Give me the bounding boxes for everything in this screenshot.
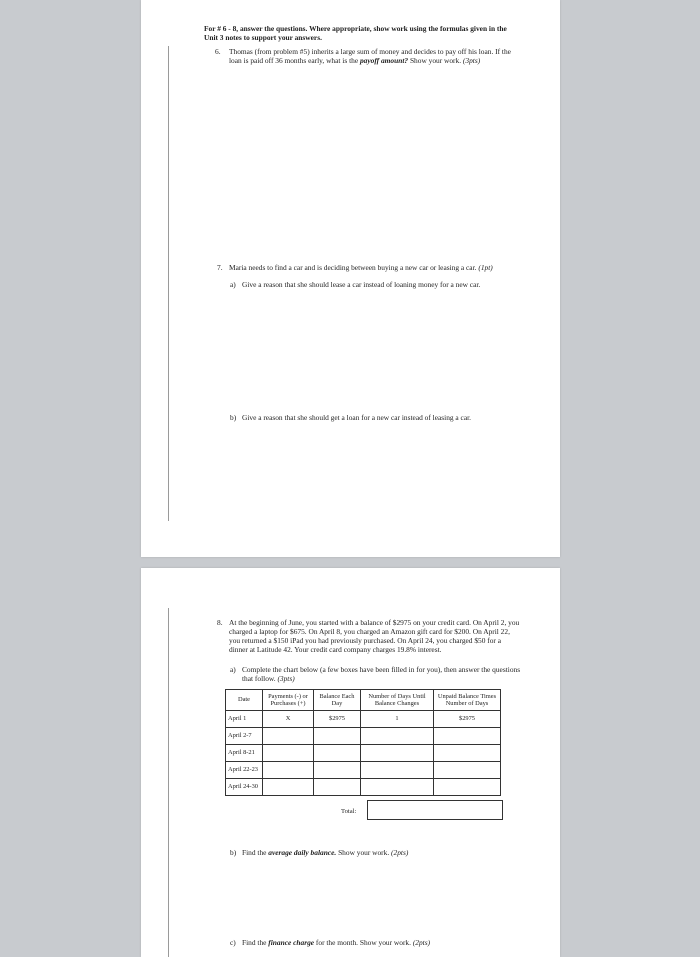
q6-number: 6.	[215, 47, 221, 56]
cell-unpaid	[434, 779, 501, 796]
q8c-term: finance charge	[268, 938, 315, 947]
q7-points: (1pt)	[478, 263, 493, 272]
q8b-points: (2pts)	[391, 848, 409, 857]
table-row	[226, 728, 501, 745]
table-row	[226, 762, 501, 779]
q8b-pre: Find the	[242, 848, 269, 857]
cell-payment: X	[263, 711, 314, 728]
q8-line-2: charged a laptop for $675. On April 8, you charged an Amazon gift card for $200. On April 22,	[229, 627, 510, 636]
table-row	[226, 745, 501, 762]
q8c-post: for the month. Show your work.	[314, 938, 411, 947]
cell-unpaid	[434, 762, 501, 779]
q8c-text	[242, 938, 430, 947]
q7-number: 7.	[217, 263, 223, 272]
q7-prompt: Maria needs to find a car and is deciding between buying a new car or leasing a car.	[229, 263, 477, 272]
q6-line-2-pre: loan is paid off 36 months early, what is the	[229, 56, 360, 65]
instructions-line-2: Unit 3 notes to support your answers.	[204, 33, 322, 42]
q8b-post: Show your work.	[336, 848, 390, 857]
q8a-points: (3pts)	[277, 674, 295, 683]
total-answer-box	[367, 800, 503, 820]
q8a-label: a)	[230, 665, 236, 674]
cell-payment	[263, 745, 314, 762]
cell-payment	[263, 779, 314, 796]
cell-days	[361, 779, 434, 796]
cell-balance	[314, 745, 361, 762]
cell-unpaid	[434, 745, 501, 762]
q6-points: (3pts)	[462, 56, 481, 65]
q7a-label: a)	[230, 280, 236, 289]
cell-date: April 8-21	[226, 745, 263, 762]
q8a-line-2	[242, 674, 295, 683]
q8c-points: (2pts)	[412, 938, 431, 947]
q8-line-4: dinner at Latitude 42. Your credit card company charges 19.8% interest.	[229, 645, 442, 654]
q8c-pre: Find the	[242, 938, 269, 947]
header-unpaid: Unpaid Balance Times Number of Days	[434, 690, 501, 711]
table-row	[226, 779, 501, 796]
cell-unpaid	[434, 728, 501, 745]
cell-balance	[314, 779, 361, 796]
total-label: Total:	[341, 808, 357, 815]
q8c-label: c)	[230, 938, 236, 947]
page-margin-line	[168, 46, 169, 521]
total-box-divider	[367, 800, 368, 818]
header-payments: Payments (-) or Purchases (+)	[263, 690, 314, 711]
cell-date: April 2-7	[226, 728, 263, 745]
cell-days	[361, 762, 434, 779]
q8a-line-2-text: that follow.	[242, 674, 276, 683]
q6-line-2	[229, 56, 480, 65]
header-days: Number of Days Until Balance Changes	[361, 690, 434, 711]
table-row	[226, 711, 501, 728]
header-balance: Balance Each Day	[314, 690, 361, 711]
cell-payment	[263, 728, 314, 745]
q8-number: 8.	[217, 618, 223, 627]
cell-balance	[314, 762, 361, 779]
q7b-label: b)	[230, 413, 237, 422]
cell-date: April 22-23	[226, 762, 263, 779]
q6-line-1: Thomas (from problem #5) inherits a large sum of money and decides to pay off his loan. If the	[229, 47, 511, 56]
cell-days	[361, 728, 434, 745]
q6-line-2-post: Show your work.	[408, 56, 462, 65]
q8b-text	[242, 848, 408, 857]
q6-term-payoff: payoff amount?	[359, 56, 409, 65]
worksheet-page-1	[141, 0, 560, 557]
cell-days: 1	[361, 711, 434, 728]
cell-balance: $2975	[314, 711, 361, 728]
q8b-label: b)	[230, 848, 237, 857]
page-margin-line	[168, 608, 169, 957]
instructions-line-1: For # 6 - 8, answer the questions. Where appropriate, show work using the formulas given in the	[204, 24, 507, 33]
q8a-line-1: Complete the chart below (a few boxes have been filled in for you), then answer the questions	[242, 665, 521, 674]
cell-unpaid: $2975	[434, 711, 501, 728]
cell-balance	[314, 728, 361, 745]
cell-days	[361, 745, 434, 762]
cell-date: April 24-30	[226, 779, 263, 796]
worksheet-page-2	[141, 568, 560, 957]
cell-payment	[263, 762, 314, 779]
cell-date: April 1	[226, 711, 263, 728]
balance-chart-table	[225, 689, 501, 796]
q8-line-1: At the beginning of June, you started with a balance of $2975 on your credit card. On April 2, you	[229, 618, 520, 627]
q8-line-3: you returned a $150 iPad you had previously purchased. On April 24, you charged $50 for a	[229, 636, 502, 645]
q7-text	[229, 263, 493, 272]
q7b-text: Give a reason that she should get a loan for a new car instead of leasing a car.	[242, 413, 472, 422]
q7a-text: Give a reason that she should lease a car instead of loaning money for a new car.	[242, 280, 481, 289]
q8b-term: average daily balance.	[268, 848, 337, 857]
header-date: Date	[226, 690, 263, 711]
table-header-row	[226, 690, 501, 711]
